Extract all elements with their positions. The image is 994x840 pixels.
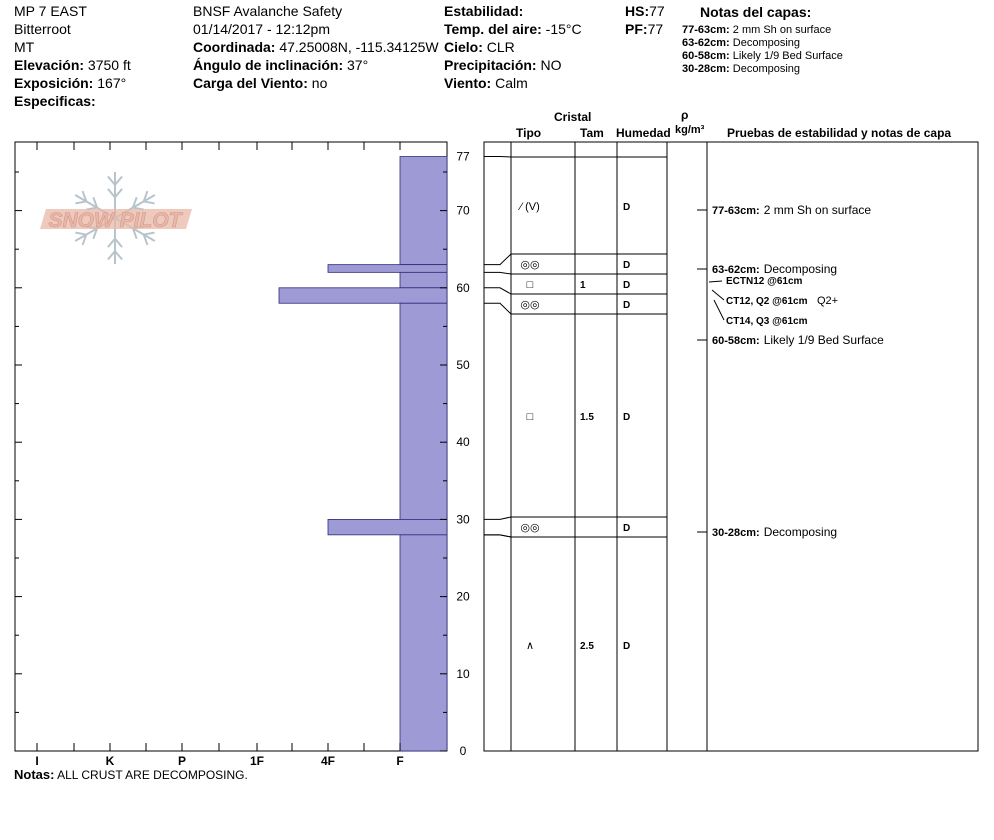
air-temp-label: Temp. del aire: [444,21,542,37]
test-pointer [709,281,722,282]
moisture: D [623,641,631,652]
crystal-type: ◎◎ [520,259,540,271]
snowflake-branch [75,201,86,203]
snowflake-branch [144,233,155,235]
snowflake-branch [144,201,155,203]
sky-label: Cielo: [444,39,483,55]
stability-test: CT14, Q3 @61cm [726,316,808,327]
pf-label: PF: [625,21,648,37]
elevation-value: 3750 ft [87,57,131,73]
layer-connector [484,303,511,314]
hardness-bar [328,519,447,534]
crystal-type: ⁄ (V) [520,201,540,213]
snowflake-branch [115,251,122,259]
pf-value: 77 [647,21,664,37]
crystal-type: ◎◎ [520,522,540,534]
crystal-size: 1 [580,280,586,291]
hardness-label: K [105,754,115,768]
layer-comment: 77-63cm: 2 mm Sh on surface [712,203,872,217]
hardness-bar [400,272,447,287]
crystal-size: 2.5 [580,641,594,652]
stability-test: ECTN12 @61cm [726,276,803,287]
stability-test: CT12, Q2 @61cm [726,296,808,307]
test-pointer [712,290,724,300]
coordinates-label: Coordinada: [193,39,276,55]
snowflake-branch [115,189,122,197]
layer-connector [484,272,511,274]
hardness-bar [400,157,447,265]
layer-note: 30-28cm: Decomposing [682,63,801,75]
stability-tests [709,276,838,327]
crystal-type: □ [526,411,534,423]
snowflake-branch [115,239,122,247]
layer-table-frame [484,142,978,751]
aspect-label: Exposición: [14,75,94,91]
depth-label: 0 [459,744,467,758]
tam-header: Tam [580,126,604,140]
slope-angle-value: 37° [347,57,369,73]
notes-text: ALL CRUST ARE DECOMPOSING. [57,768,248,782]
layer-connector [484,254,511,265]
layer-comment: 63-62cm: Decomposing [712,262,838,276]
stability-label: Estabilidad: [444,3,524,19]
hardness-ticks [35,142,403,768]
depth-label: 50 [456,358,470,372]
hardness-bar [400,303,447,519]
snowflake-branch [108,239,115,247]
layer-connector [484,535,511,537]
hardness-label: P [177,754,187,768]
depth-label: 40 [456,435,470,450]
crystal-type: ◎◎ [520,299,540,311]
depth-label: 10 [456,666,470,681]
depth-label: 20 [456,589,470,604]
density-unit-header: kg/m³ [675,124,705,136]
layer-notes-title: Notas del capas: [700,4,812,20]
wind-loading-label: Carga del Viento: [193,75,308,91]
layer-comment: 60-58cm: Likely 1/9 Bed Surface [712,333,884,347]
layer-note: 60-58cm: Likely 1/9 Bed Surface [682,50,843,62]
crystal-size: 1.5 [580,412,594,423]
tests-header: Pruebas de estabilidad y notas de capa [727,126,952,140]
moisture: D [623,412,631,423]
wind-loading-value: no [311,75,328,91]
moisture: D [623,202,631,213]
snowflake-branch [108,251,115,259]
snowflake-branch [75,233,86,235]
notes [14,767,248,782]
sky-value: CLR [486,39,515,55]
organization: BNSF Avalanche Safety [193,3,343,19]
moisture: D [623,260,631,271]
hardness-label: 1F [249,754,265,768]
moisture: D [623,523,631,534]
hardness-bar [328,265,447,273]
layer-connector [484,288,511,294]
notes-label: Notas: [14,767,55,782]
moisture: D [623,300,631,311]
moisture: D [623,280,631,291]
layer-note: 63-62cm: Decomposing [682,37,801,49]
hardness-bar [400,535,447,751]
test-pointer [714,300,724,320]
layer-comments [697,203,884,539]
hardness-label: F [396,754,404,768]
depth-label: 60 [456,280,470,295]
logo-text: SNOW PILOT [48,209,182,232]
aspect-value: 167° [97,75,127,91]
slope-angle-label: Ángulo de inclinación: [193,57,344,73]
coordinates-value: 47.25008N, -115.34125W [279,39,439,55]
depth-label: 30 [456,512,470,527]
elevation-label: Elevación: [14,57,85,73]
rho-header: ρ [681,108,689,122]
hardness-label: 4F [320,754,336,768]
datetime: 01/14/2017 - 12:12pm [193,21,330,37]
site-name: MP 7 EAST [14,3,87,19]
crystal-type: ∧ [525,640,535,652]
layer-note: 77-63cm: 2 mm Sh on surface [682,24,832,36]
hardness-label: I [35,754,39,768]
wind-label: Viento: [444,75,492,91]
snowflake-branch [115,176,122,184]
snowflake-branch [108,189,115,197]
hardness-bars [279,157,447,751]
depth-label: 77 [456,149,470,164]
state: MT [14,39,35,55]
specifics-label: Especificas: [14,93,96,109]
hs-value: 77 [649,3,665,19]
hs-label: HS: [625,3,650,19]
tipo-header: Tipo [516,126,542,140]
crystal-type: □ [526,279,534,291]
humedad-header: Humedad [616,126,671,140]
depth-label: 70 [456,203,470,218]
hardness-bar [279,288,447,303]
layer-connector [484,517,511,519]
snowpilot-logo [40,172,192,264]
wind-value: Calm [495,75,528,91]
layer-comment: 30-28cm: Decomposing [712,525,838,539]
precipitation-value: NO [540,57,562,73]
stability-test-extra: Q2+ [817,295,839,307]
snowflake-branch [108,176,115,184]
mountain-range: Bitterroot [14,21,71,37]
cristal-header: Cristal [554,110,592,124]
precipitation-label: Precipitación: [444,57,537,73]
air-temp-value: -15°C [545,21,582,37]
